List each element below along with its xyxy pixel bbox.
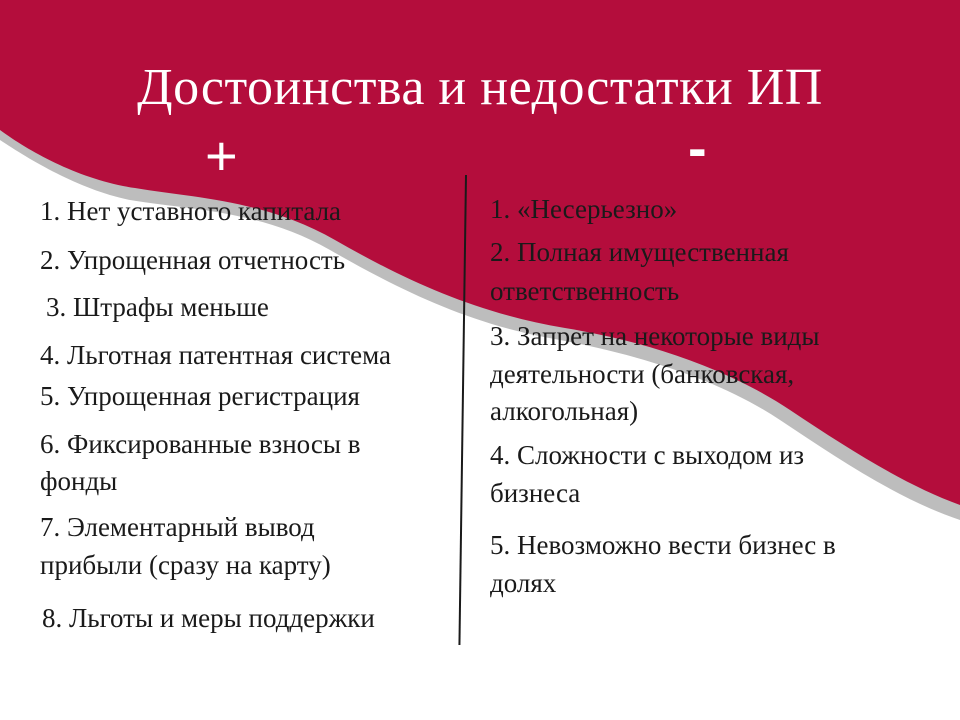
pros-item-continuation: фонды — [40, 466, 118, 496]
pros-item: 3. Штрафы меньше — [46, 292, 269, 322]
cons-minus-sign: - — [688, 116, 707, 179]
cons-item-continuation: долях — [490, 568, 557, 598]
pros-item: 4. Льготная патентная система — [40, 340, 392, 370]
cons-item-continuation: деятельности (банковская, — [490, 359, 795, 389]
cons-item: 2. Полная имущественная — [490, 237, 789, 267]
pros-item: 2. Упрощенная отчетность — [40, 245, 346, 275]
pros-item: 8. Льготы и меры поддержки — [42, 603, 375, 633]
cons-item: 5. Невозможно вести бизнес в — [490, 530, 836, 560]
pros-item: 6. Фиксированные взносы в — [40, 429, 361, 459]
cons-item-continuation: ответственность — [490, 276, 680, 306]
cons-item: 3. Запрет на некоторые виды — [490, 321, 820, 351]
cons-item-continuation: алкогольная) — [490, 396, 639, 426]
pros-item-continuation: прибыли (сразу на карту) — [40, 550, 331, 580]
cons-item-continuation: бизнеса — [490, 478, 581, 508]
cons-item: 4. Сложности с выходом из — [490, 440, 805, 470]
pros-item: 7. Элементарный вывод — [40, 512, 315, 542]
pros-item: 1. Нет уставного капитала — [40, 196, 342, 226]
slide-title: Достоинства и недостатки ИП — [137, 59, 823, 116]
cons-item: 1. «Несерьезно» — [490, 194, 678, 224]
pros-plus-sign: + — [205, 124, 238, 187]
pros-item: 5. Упрощенная регистрация — [40, 381, 360, 411]
